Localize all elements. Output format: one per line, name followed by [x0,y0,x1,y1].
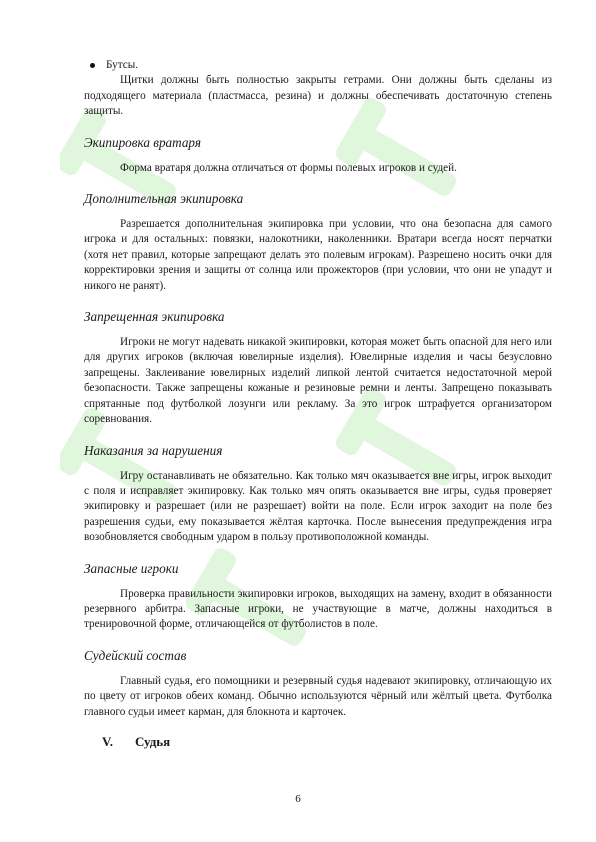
bullet-dot-icon [90,63,95,68]
page-number: 6 [295,793,301,805]
section-title: Наказания за нарушения [84,442,223,458]
section-paragraph: Проверка правильности экипировки игроков, выходящих на замену, входит в обязанности резервного арбитра. Запасные игроки, не участвующие в матче, должны находиться в тренировочной форме, отличающейся от футболистов в поле. [84,587,552,631]
bullet-text: Бутсы. [106,59,139,71]
section-title: Экипировка вратаря [84,134,201,150]
section-paragraph: Игру останавливать не обязательно. Как только мяч оказывается вне игры, игрок выходит с поля и исправляет экипировку. Как только мяч опять оказывается вне игры, судья проверяет экипировку и разрешает (или не разрешает) войти на поле. Если игрок заходит на поле без разрешения судьи, ему показывается жёлтая карточка. После вынесения предупреждения игра возобновляется свободным ударом в пользу противоположной команды. [84,469,552,544]
chapter-heading [84,734,552,749]
document-body [84,58,552,749]
section-title: Запрещенная экипировка [84,309,225,325]
section-paragraph: Разрешается дополнительная экипировка при условии, что она безопасна для самого игрока и для остальных: повязки, налокотники, наколенники. Вратари всегда носят перчатки (хотя нет правил, которые запрещают делать это полевым игрокам). Разрешено носить очки для корректировки зрения и защиты от солнца или прожекторов (при условии, что они не упадут и никого не ранят). [84,218,552,292]
section-paragraph: Главный судья, его помощники и резервный судья надевают экипировку, отличающую их по цвету от игроков обеих команд. Обычно используются чёрный или жёлтый цвета. Футболка главного судьи имеет карман, для блокнота и карточек. [84,674,552,718]
section-paragraph: Форма вратаря должна отличаться от формы полевых игроков и судей. [120,161,457,174]
bullet-item [84,58,552,73]
section-title: Запасные игроки [84,560,179,576]
section-title: Дополнительная экипировка [84,191,244,207]
chapter-number: V. [102,733,113,749]
section-paragraph: Игроки не могут надевать никакой экипировки, которая может быть опасной для него или для других игроков (включая ювелирные изделия). Ювелирные изделия и часы безусловно запрещены. Заклеивание ювелирных изделий липкой лентой считается недостаточной мерой безопасности. Также запрещены кожаные и резиновые ремни и ленты. Запрещено показывать спрятанные под футболкой лозунги или рекламу. За это игрок штрафуется организатором соревнования. [84,336,552,426]
intro-paragraph: Щитки должны быть полностью закрыты гетрами. Они должны быть сделаны из подходящего материала (пластмасса, резина) и должны обеспечивать достаточную степень защиты. [84,74,552,118]
chapter-title: Судья [134,733,171,749]
section-title: Судейский состав [84,647,187,663]
